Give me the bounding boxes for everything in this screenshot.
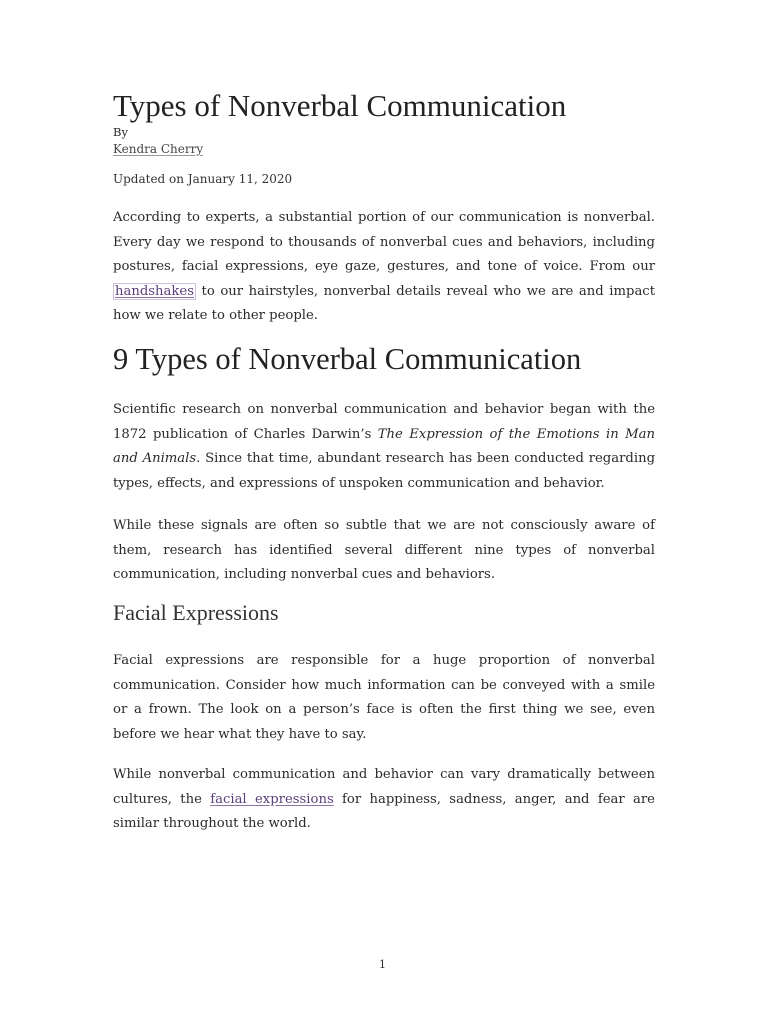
research-paragraph bbox=[113, 398, 655, 496]
facial-paragraph-1: Facial expressions are responsible for a huge proportion of nonverbal communication. Consider how much information can be conveyed with a smile or a frown. The look on a person’s face is often the first thing we see, even before we hear what they have to say. bbox=[113, 653, 655, 742]
facial2-text-before: While nonverbal communication and behavior can vary dramatically between cultures, the bbox=[113, 767, 655, 807]
facial-paragraph-2 bbox=[113, 763, 655, 837]
research-text-after: . Since that time, abundant research has been conducted regarding types, effects, and expressions of unspoken communication and behavior. bbox=[113, 451, 656, 491]
updated-date: Updated on January 11, 2020 bbox=[113, 172, 293, 186]
byline-label: By bbox=[113, 125, 128, 139]
research-text-before: Scientific research on nonverbal communication and behavior began with the 1872 publication of Charles Darwin’s bbox=[113, 402, 655, 442]
intro-paragraph bbox=[113, 206, 655, 329]
book-title: The Expression of the Emotions in Man and Animals bbox=[113, 426, 655, 466]
article-title: Types of Nonverbal Communication bbox=[113, 88, 567, 123]
handshakes-link[interactable]: handshakes bbox=[115, 283, 194, 299]
section-heading: 9 Types of Nonverbal Communication bbox=[113, 342, 582, 376]
facial-expressions-heading: Facial Expressions bbox=[113, 600, 279, 625]
facial2-text-after: for happiness, sadness, anger, and fear are similar throughout the world. bbox=[113, 791, 655, 831]
intro-text-after: to our hairstyles, nonverbal details reveal who we are and impact how we relate to other people. bbox=[113, 283, 655, 323]
facial-expressions-link[interactable]: facial expressions bbox=[210, 791, 334, 807]
signals-paragraph: While these signals are often so subtle that we are not consciously aware of them, research has identified several different nine types of nonverbal communication, including nonverbal cues and behaviors. bbox=[113, 518, 655, 582]
page-number: 1 bbox=[379, 958, 386, 971]
author-link[interactable]: Kendra Cherry bbox=[113, 142, 204, 156]
intro-text-before: According to experts, a substantial portion of our communication is nonverbal. Every day we respond to thousands of nonverbal cues and behaviors, including postures, facial expressions, eye gaze, gestures, and tone of voice. From our bbox=[113, 210, 655, 274]
